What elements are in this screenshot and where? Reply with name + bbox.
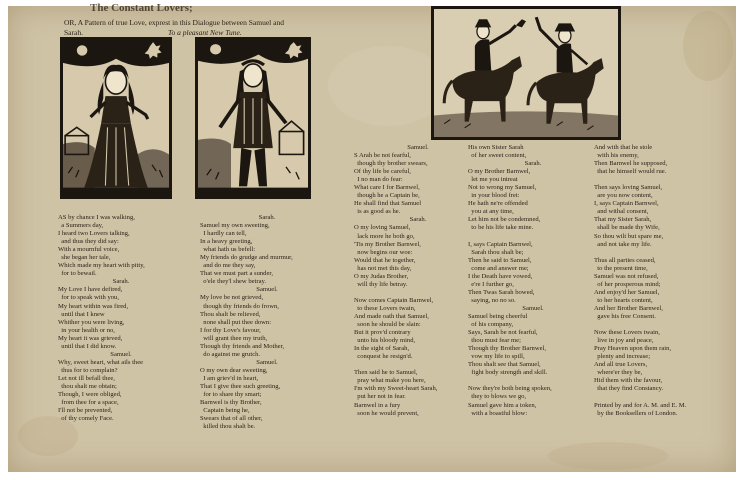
verse-line: come and answer me; [468, 264, 529, 272]
verse-line: where'er they be, [594, 369, 643, 377]
verse-line: Barnwel in a fury [354, 401, 401, 409]
verse-line: My friends do grudge and murmur, [200, 254, 293, 262]
verse-line: has not met this day, [354, 264, 412, 272]
verse-line [594, 393, 724, 401]
verse-line: in your blood fret: [468, 192, 520, 200]
verse-line: His own Sister Sarah [468, 144, 524, 151]
verse-line: My love be not grieved, [200, 294, 264, 302]
verse-line: pray what make you here, [354, 377, 426, 385]
ballad-column-4 [468, 144, 598, 418]
verse-line: in your health or no, [58, 326, 115, 334]
verse-line: of his company, [468, 321, 514, 329]
ballad-column-2 [200, 214, 334, 431]
verse-line: Now these Lovers twain, [594, 329, 660, 337]
verse-line: He hath ne're offended [468, 200, 528, 208]
verse-line: Not to wrong my Samuel, [468, 184, 537, 192]
verse-line: Sarah thou shalt be; [468, 248, 524, 256]
verse-line: of her prosperous mind; [594, 280, 661, 288]
verse-line: I am griev'd in heart, [200, 374, 259, 382]
verse-line: What care I for Barnwel, [354, 184, 420, 192]
verse-line: Would that he together, [354, 256, 416, 264]
verse-line [468, 377, 598, 385]
verse-line: do against me grutch. [200, 350, 261, 358]
verse-line: Thus all parties ceased, [594, 256, 656, 264]
verse-line: of her sweet content, [468, 152, 527, 160]
verse-line: Then Barnwel he supposed, [594, 160, 668, 168]
verse-line [354, 361, 482, 369]
verse-line: conquest he resign'd. [354, 353, 413, 361]
ballad-title: The Constant Lovers; [90, 2, 193, 14]
verse-line: soon he should be slain: [354, 321, 421, 329]
verse-line: Pray Heaven upon them rain, [594, 345, 672, 353]
verse-line: And all true Lovers, [594, 361, 648, 369]
verse-line: put her not in fear. [354, 393, 406, 401]
verse-line: 'Tis my Brother Barnwel, [354, 240, 421, 248]
broadside-sheet [8, 2, 736, 472]
verse-line [354, 289, 482, 297]
verse-line: with a boastful blow: [468, 409, 528, 417]
verse-line: So thou wilt but spare me, [594, 232, 664, 240]
verse-line [468, 233, 598, 241]
verse-line: He shall find that Samuel [354, 200, 422, 208]
verse-line: Samuel. [256, 358, 278, 366]
verse-line: until that I knew [58, 310, 105, 318]
verse-line: Which made my heart with pitty, [58, 262, 145, 270]
verse-line: Samuel. [522, 304, 544, 312]
verse-line: and thus they did say: [58, 238, 119, 246]
verse-line: saying, no no so. [468, 296, 516, 304]
verse-line: I no man do fear: [354, 176, 403, 184]
verse-line: of thy comely Face. [58, 415, 114, 423]
verse-line: will grant thee my truth, [200, 334, 268, 342]
verse-line [594, 176, 724, 184]
verse-line: Samuel was not refused, [594, 272, 659, 280]
verse-line: I, says Captain Barnwel, [468, 240, 533, 248]
verse-line: O my own dear sweeting, [200, 366, 268, 374]
verse-line: Printed by and for A. M. and E. M. [594, 401, 687, 409]
verse-line: Then Twas Sarah bowed, [468, 288, 535, 296]
verse-line: o'ele they'l shew betray. [200, 278, 267, 286]
verse-line: until that I did know. [58, 342, 117, 350]
verse-line: Of thy life be careful, [354, 168, 411, 176]
verse-line: what hath us befell: [200, 246, 256, 254]
verse-line: vow my life to spill, [468, 353, 525, 361]
verse-line: My heart it was grieved, [58, 334, 123, 342]
verse-line: Though, I were obliged, [58, 391, 122, 399]
verse-line: But it prov'd contrary [354, 329, 411, 337]
verse-line: Samuel. [407, 144, 429, 151]
verse-line: Captain being he, [200, 407, 250, 415]
verse-line: to be his life take mine. [468, 224, 534, 232]
man-woodcut [195, 37, 311, 199]
verse-line: Sarah. [112, 278, 130, 286]
verse-line: none shall put thee down: [200, 318, 272, 326]
verse-line: O my loving Samuel, [354, 224, 411, 232]
verse-line: from thee for a space, [58, 399, 119, 407]
verse-line [594, 321, 724, 329]
verse-line: Samuel being cheerful [468, 312, 528, 320]
verse-line: Now they're both being spoken, [468, 385, 552, 393]
verse-line: Thou shalt be relieved, [200, 310, 261, 318]
verse-line: Sarah. [258, 214, 276, 221]
verse-line: Then says loving Samuel, [594, 184, 663, 192]
verse-line: is as good as he. [354, 208, 401, 216]
verse-line: O my Judas Brother, [354, 272, 409, 280]
verse-line: they to blows we go, [468, 393, 527, 401]
verse-line: That my Sister Sarah, [594, 216, 652, 224]
verse-line: you at any time, [468, 208, 514, 216]
verse-line: Though thy Brother Barnwel, [468, 345, 547, 353]
verse-line: shall be made thy Wife, [594, 224, 660, 232]
verse-line: thou must fear me; [468, 337, 521, 345]
woman-woodcut [60, 37, 172, 199]
ballad-column-3 [354, 144, 482, 418]
verse-line: My heart within was fired, [58, 302, 129, 310]
verse-line: gave his free Consent. [594, 312, 656, 320]
verse-line: Thou shalt see that Samuel, [468, 361, 541, 369]
verse-line [594, 249, 724, 257]
verse-line: And with that he stole [594, 144, 653, 151]
verse-line: Swears that of all other, [200, 415, 263, 423]
verse-line: Then he said to Samuel, [468, 256, 532, 264]
ballad-subtitle-2: Sarah. [64, 28, 83, 37]
verse-line: though he a Captain be, [354, 192, 420, 200]
horsemen-woodcut [431, 6, 621, 140]
verse-line: Samuel. [110, 350, 132, 358]
verse-line: Says, Sarah be not fearful, [468, 329, 538, 337]
verse-line: though thy friends do frown, [200, 302, 279, 310]
verse-line: unto his bloody mind, [354, 337, 416, 345]
verse-line: will thy life betray. [354, 280, 408, 288]
verse-line: for to share thy smart; [200, 391, 262, 399]
verse-line: fight body strength and skill. [468, 369, 548, 377]
tune-note: To a pleasant New Tune. [168, 28, 242, 37]
verse-line: to her hearts content, [594, 296, 653, 304]
verse-line: let me you intreat [468, 176, 518, 184]
verse-line: thus for to complain? [58, 366, 118, 374]
verse-line: And enjoy'd her Samuel, [594, 288, 660, 296]
verse-line: by the Booksellers of London. [594, 409, 678, 417]
verse-line: And her Brother Barnwel, [594, 304, 663, 312]
verse-line: That I give thee such greeting, [200, 382, 281, 390]
verse-line: and not take my life. [594, 240, 652, 248]
verse-line: Let him not be condemned, [468, 216, 541, 224]
verse-line: Samuel my own sweeting, [200, 222, 270, 230]
verse-line: that they find Constancy. [594, 385, 664, 393]
verse-line: Samuel gave him a token, [468, 401, 537, 409]
verse-line: killed thou shalt be. [200, 423, 256, 431]
verse-line: lack more he both go, [354, 232, 415, 240]
verse-line: That we must part a sunder, [200, 270, 273, 278]
verse-line: Sarah. [409, 216, 427, 224]
verse-line: Whither you were living, [58, 318, 125, 326]
verse-line: Though thy friends and Mother, [200, 342, 285, 350]
verse-line: Barnwel is thy Brother, [200, 399, 262, 407]
verse-line: and withal consent, [594, 208, 649, 216]
verse-line: Samuel. [256, 286, 278, 294]
verse-line: I heard two Lovers talking, [58, 230, 130, 238]
verse-line: Then said he to Samuel, [354, 369, 418, 377]
verse-line: a Summers day, [58, 222, 104, 230]
verse-line: Sarah. [524, 160, 542, 168]
verse-line: that he himself would rue. [594, 168, 667, 176]
verse-line: Hid them with the favour, [594, 377, 663, 385]
verse-line: AS by chance I was walking, [58, 214, 135, 221]
verse-line: now begins our woe: [354, 248, 413, 256]
verse-line: My Love I have defired, [58, 286, 123, 294]
verse-line: O my Brother Barnwel, [468, 168, 531, 176]
ballad-column-1 [58, 214, 184, 423]
verse-line: for to speak with you, [58, 294, 119, 302]
ballad-subtitle: OR, A Pattern of true Love, exprest in this Dialogue between Samuel and [64, 18, 284, 27]
verse-line: I hardly can tell, [200, 230, 247, 238]
verse-line: with his enemy, [594, 152, 639, 160]
verse-line: Now comes Captain Barnwel, [354, 296, 434, 304]
verse-line: to these Lovers twain, [354, 304, 416, 312]
verse-line: In a heavy greeting, [200, 238, 253, 246]
verse-line: for to bewail. [58, 270, 97, 278]
verse-line: I for thy Love's favour, [200, 326, 261, 334]
verse-line: In the sight of Sarah, [354, 345, 410, 353]
verse-line: And made oath that Samuel, [354, 312, 429, 320]
verse-line: plenty and increase; [594, 353, 651, 361]
verse-line: and do me they say, [200, 262, 256, 270]
verse-line: I'm with my Sweet-heart Sarah, [354, 385, 438, 393]
verse-line: she began her tale, [58, 254, 111, 262]
verse-line: I the Death have vowed, [468, 272, 533, 280]
verse-line: soon he would prevent, [354, 409, 419, 417]
verse-line: Let not ill befall thee, [58, 374, 115, 382]
ballad-column-5 [594, 144, 724, 418]
verse-line: e're I further go, [468, 280, 514, 288]
verse-line: thou shalt me obtain; [58, 382, 117, 390]
verse-line: though thy brother swears, [354, 160, 428, 168]
verse-line: With a mournful voice, [58, 246, 120, 254]
verse-line: are you now content, [594, 192, 653, 200]
verse-line: I'll not be prevented, [58, 407, 113, 415]
verse-line: Why, sweet heart, what ails thee [58, 358, 144, 366]
verse-line: live in joy and peace, [594, 337, 654, 345]
verse-line: to the present time, [594, 264, 648, 272]
verse-line: I, says Captain Barnwel, [594, 200, 659, 208]
verse-line: S Arah be not fearful, [354, 152, 411, 160]
